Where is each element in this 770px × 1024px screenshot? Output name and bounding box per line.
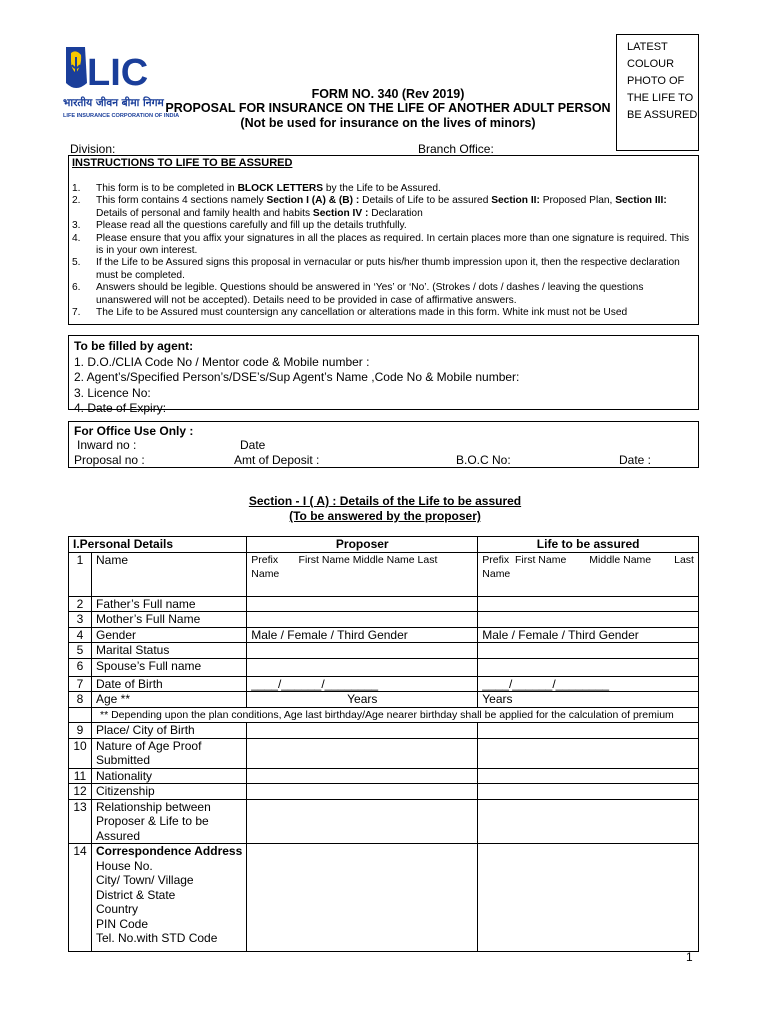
- life-mother-field[interactable]: [478, 612, 699, 628]
- photo-box-line: COLOUR: [627, 58, 675, 70]
- agent-field-code[interactable]: 1. D.O./CLIA Code No / Mentor code & Mobile number :: [74, 354, 370, 369]
- proposer-relationship-field[interactable]: [247, 799, 478, 844]
- proposer-marital-field[interactable]: [247, 643, 478, 659]
- life-age-field[interactable]: Years: [478, 692, 699, 708]
- life-relationship-field[interactable]: [478, 799, 699, 844]
- instruction-item: 4. Please ensure that you affix your signatures in all the places as required. In certain places more than one signature is required. This is in your own interest.: [72, 232, 690, 257]
- instruction-item: 1. This form is to be completed in BLOCK LETTERS by the Life to be Assured.: [72, 183, 441, 194]
- table-row: 9 Place/ City of Birth: [69, 723, 699, 739]
- proposer-dob-field[interactable]: ____/______/________: [247, 676, 478, 692]
- life-address-field[interactable]: [478, 844, 699, 952]
- lic-emblem-icon: [63, 43, 180, 128]
- table-row: 11 Nationality: [69, 768, 699, 784]
- division-label: Division:: [70, 142, 116, 156]
- agent-field-licence[interactable]: 3. Licence No:: [74, 385, 151, 400]
- instruction-item: 3. Please read all the questions carefully and fill up the details truthfully.: [72, 220, 407, 232]
- agent-field-expiry[interactable]: 4. Date of Expiry:: [74, 401, 167, 415]
- life-assured-header: Life to be assured: [478, 537, 699, 553]
- proposer-address-field[interactable]: [247, 844, 478, 952]
- agent-title: To be filled by agent:: [74, 339, 194, 353]
- proposer-spouse-field[interactable]: [247, 658, 478, 676]
- proposer-mother-field[interactable]: [247, 612, 478, 628]
- table-row: 6 Spouse’s Full name: [69, 658, 699, 676]
- logo-hindi: भारतीय जीवन बीमा निगम: [63, 97, 164, 109]
- boc-no-field[interactable]: B.O.C No:: [456, 453, 511, 467]
- office-title: For Office Use Only :: [74, 424, 194, 438]
- lic-letters: LIC: [87, 52, 149, 94]
- life-assured-name-field[interactable]: Prefix First Name Middle Name Last Name: [478, 552, 699, 596]
- instruction-item: 5. If the Life to be Assured signs this proposal in vernacular or puts his/her thumb impression upon it, then the respective declaration must be completed.: [72, 257, 680, 281]
- life-father-field[interactable]: [478, 596, 699, 612]
- proposer-header: Proposer: [247, 537, 478, 553]
- proposer-gender-field[interactable]: Male / Female / Third Gender: [247, 627, 478, 643]
- proposal-no-field[interactable]: Proposal no :: [74, 453, 145, 467]
- form-title: PROPOSAL FOR INSURANCE ON THE LIFE OF ANOTHER ADULT PERSON: [165, 101, 611, 115]
- form-number: FORM NO. 340 (Rev 2019): [311, 87, 465, 101]
- table-row: 5 Marital Status: [69, 643, 699, 659]
- lic-logo: [63, 43, 180, 128]
- address-line-label: Country: [96, 902, 139, 916]
- agent-section: [68, 335, 699, 415]
- instructions-list: [72, 183, 697, 319]
- instruction-item: 2. This form contains 4 sections namely Section I (A) & (B) : Details of Life to be assured Section II: Proposed Plan, Section III: Details of personal and family health and habits Section IV : Declaration: [72, 195, 667, 219]
- branch-office-label: Branch Office:: [418, 142, 494, 156]
- life-citizenship-field[interactable]: [478, 784, 699, 800]
- personal-details-header: I.Personal Details: [69, 537, 247, 553]
- proposer-age-field[interactable]: Years: [247, 692, 478, 708]
- table-row: 3 Mother’s Full Name: [69, 612, 699, 628]
- proposer-name-field[interactable]: Prefix First Name Middle Name Last Name: [247, 552, 478, 596]
- address-line-label: House No.: [96, 858, 153, 873]
- section-title: Section - I ( A) : Details of the Life to be assured: [248, 494, 522, 508]
- age-note: ** Depending upon the plan conditions, Age last birthday/Age nearer birthday shall be applied for the calculation of premium: [92, 707, 699, 723]
- office-date2-field[interactable]: Date :: [619, 453, 652, 467]
- table-row: 2 Father’s Full name: [69, 596, 699, 612]
- table-row: 12 Citizenship: [69, 784, 699, 800]
- personal-details-table: [68, 536, 699, 952]
- proposer-father-field[interactable]: [247, 596, 478, 612]
- table-row: 10 Nature of Age Proof Submitted: [69, 738, 699, 768]
- life-gender-field[interactable]: Male / Female / Third Gender: [478, 627, 699, 643]
- table-row: 8 Age ** Years Years: [69, 692, 699, 708]
- photo-box-line: THE LIFE TO: [627, 92, 694, 104]
- age-note-row: [69, 707, 699, 723]
- address-label: Correspondence Address: [96, 844, 243, 858]
- section-subtitle: (To be answered by the proposer): [289, 509, 481, 523]
- table-row: 7 Date of Birth ____/______/________ ____/______/________: [69, 676, 699, 692]
- proposer-citizenship-field[interactable]: [247, 784, 478, 800]
- instruction-item: 7. The Life to be Assured must countersign any cancellation or alterations made in this form. White ink must not be Used: [72, 307, 628, 319]
- proposer-nationality-field[interactable]: [247, 768, 478, 784]
- table-header-row: [69, 537, 699, 553]
- life-nationality-field[interactable]: [478, 768, 699, 784]
- page-number: 1: [686, 950, 693, 964]
- name-label: Name: [92, 552, 247, 596]
- address-line-label: Tel. No.with STD Code: [96, 931, 218, 945]
- photo-box[interactable]: [616, 34, 699, 151]
- form-subtitle: (Not be used for insurance on the lives of minors): [240, 116, 536, 130]
- table-row: 13 Relationship between Proposer & Life to be Assured: [69, 799, 699, 844]
- agent-field-name[interactable]: 2. Agent’s/Specified Person’s/DSE’s/Sup Agent’s Name ,Code No & Mobile number:: [74, 370, 520, 384]
- photo-box-line: PHOTO OF: [627, 75, 685, 87]
- address-line-label: City/ Town/ Village: [96, 873, 194, 887]
- address-line-label: District & State: [96, 887, 176, 902]
- office-date-label[interactable]: Date: [240, 438, 266, 452]
- instruction-item: 6. Answers should be legible. Questions should be answered in ‘Yes’ or ‘No’. (Strokes / dots / dashes / leaving the questions unanswered will not be accepted). Details need to be provided in case of affirmative answers.: [72, 282, 644, 306]
- photo-box-line: BE ASSURED: [627, 109, 698, 121]
- life-dob-field[interactable]: ____/______/________: [478, 676, 699, 692]
- life-spouse-field[interactable]: [478, 658, 699, 676]
- life-birthplace-field[interactable]: [478, 723, 699, 739]
- life-marital-field[interactable]: [478, 643, 699, 659]
- instructions-title: INSTRUCTIONS TO LIFE TO BE ASSURED: [72, 157, 293, 169]
- proposer-birthplace-field[interactable]: [247, 723, 478, 739]
- amt-deposit-field[interactable]: Amt of Deposit :: [234, 453, 320, 467]
- table-row: 14 Correspondence Address House No. City/ Town/ Village District & State Country PIN Code Tel. No.with STD Code: [69, 844, 699, 952]
- life-age-proof-field[interactable]: [478, 738, 699, 768]
- table-row: 1 Name Prefix First Name Middle Name Last Name Prefix First Name Middle Name Last Name: [69, 552, 699, 596]
- inward-no-field[interactable]: Inward no :: [77, 438, 137, 452]
- table-row: 4 Gender Male / Female / Third Gender Male / Female / Third Gender: [69, 627, 699, 643]
- logo-english: LIFE INSURANCE CORPORATION OF INDIA: [63, 113, 180, 119]
- address-line-label: PIN Code: [96, 916, 149, 931]
- proposer-age-proof-field[interactable]: [247, 738, 478, 768]
- office-use-section: [68, 421, 699, 468]
- photo-box-line: LATEST: [627, 41, 668, 53]
